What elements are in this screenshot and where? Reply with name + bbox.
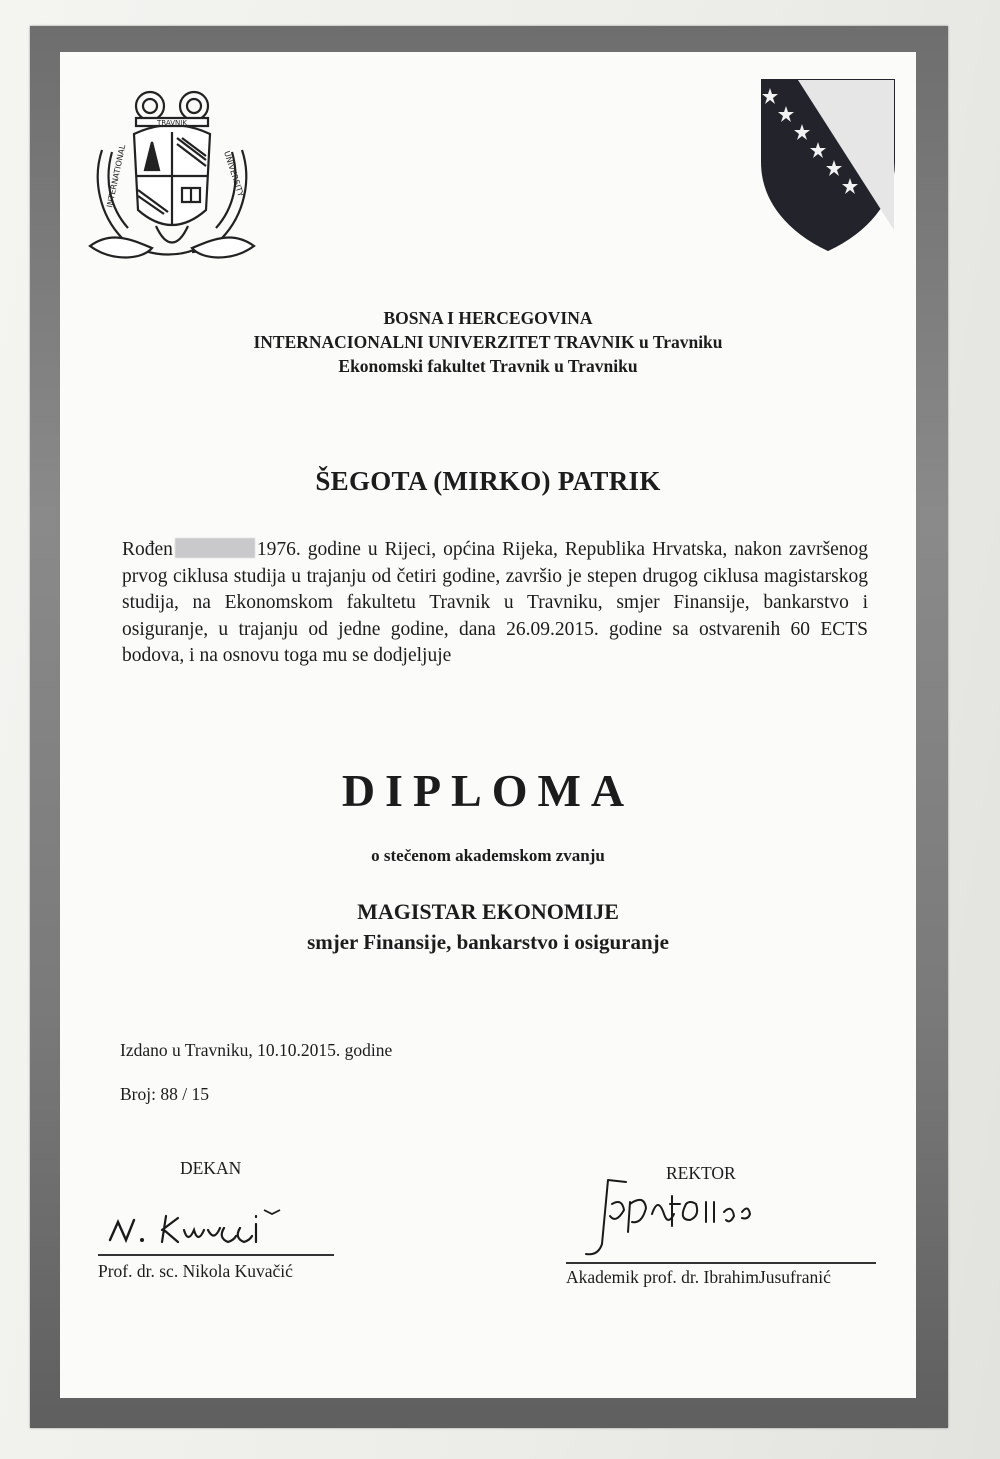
bih-coat-of-arms-icon <box>758 78 898 254</box>
dean-title: DEKAN <box>180 1158 242 1178</box>
rector-signature <box>574 1174 784 1262</box>
dean-signature <box>104 1200 334 1256</box>
diploma-title: DIPLOMA <box>341 765 635 816</box>
svg-text:TRAVNIK: TRAVNIK <box>157 119 187 127</box>
statement-prefix: Rođen <box>122 539 173 560</box>
dean-name: Prof. dr. sc. Nikola Kuvačić <box>98 1261 293 1281</box>
svg-text:INTERNATIONAL: INTERNATIONAL <box>105 143 128 209</box>
svg-text:UNIVERSITY: UNIVERSITY <box>222 149 246 198</box>
issue-place-date: Izdano u Travniku, 10.10.2015. godine <box>120 1040 393 1060</box>
diploma-subtitle: o stečenom akademskom zvanju <box>371 846 605 865</box>
statement-text: 1976. godine u Rijeci, općina Rijeka, Republika Hrvatska, nakon završenog prvog ciklusa studija u trajanju od četiri godine, završio je stepen drugog ciklusa magistarskog studija, na Ekonomskom fakultetu Travnik u Travniku, smjer Finansije, bankarstvo i osiguranje, u trajanju od jedne godine, dana 26.09.2015. godine sa ostvarenih 60 ECTS bodova, i na osnovu toga mu se dodjeljuje <box>122 539 868 666</box>
header-country: BOSNA I HERCEGOVINA <box>383 308 593 328</box>
header-university: INTERNACIONALNI UNIVERZITET TRAVNIK u Travniku <box>253 332 723 352</box>
dean-signature-line <box>98 1254 334 1256</box>
statement-paragraph <box>122 537 868 670</box>
rector-title: REKTOR <box>666 1163 736 1183</box>
university-crest-icon <box>82 80 262 266</box>
rector-name: Akademik prof. dr. IbrahimJusufranić <box>566 1267 831 1287</box>
redacted-birthdate <box>175 538 255 558</box>
recipient-name: ŠEGOTA (MIRKO) PATRIK <box>315 466 661 496</box>
degree-specialization: smjer Finansije, bankarstvo i osiguranje <box>307 930 669 954</box>
degree-title: MAGISTAR EKONOMIJE <box>357 899 619 924</box>
header-faculty: Ekonomski fakultet Travnik u Travniku <box>338 356 638 376</box>
document-number: Broj: 88 / 15 <box>120 1084 209 1104</box>
rector-signature-line <box>566 1262 876 1264</box>
